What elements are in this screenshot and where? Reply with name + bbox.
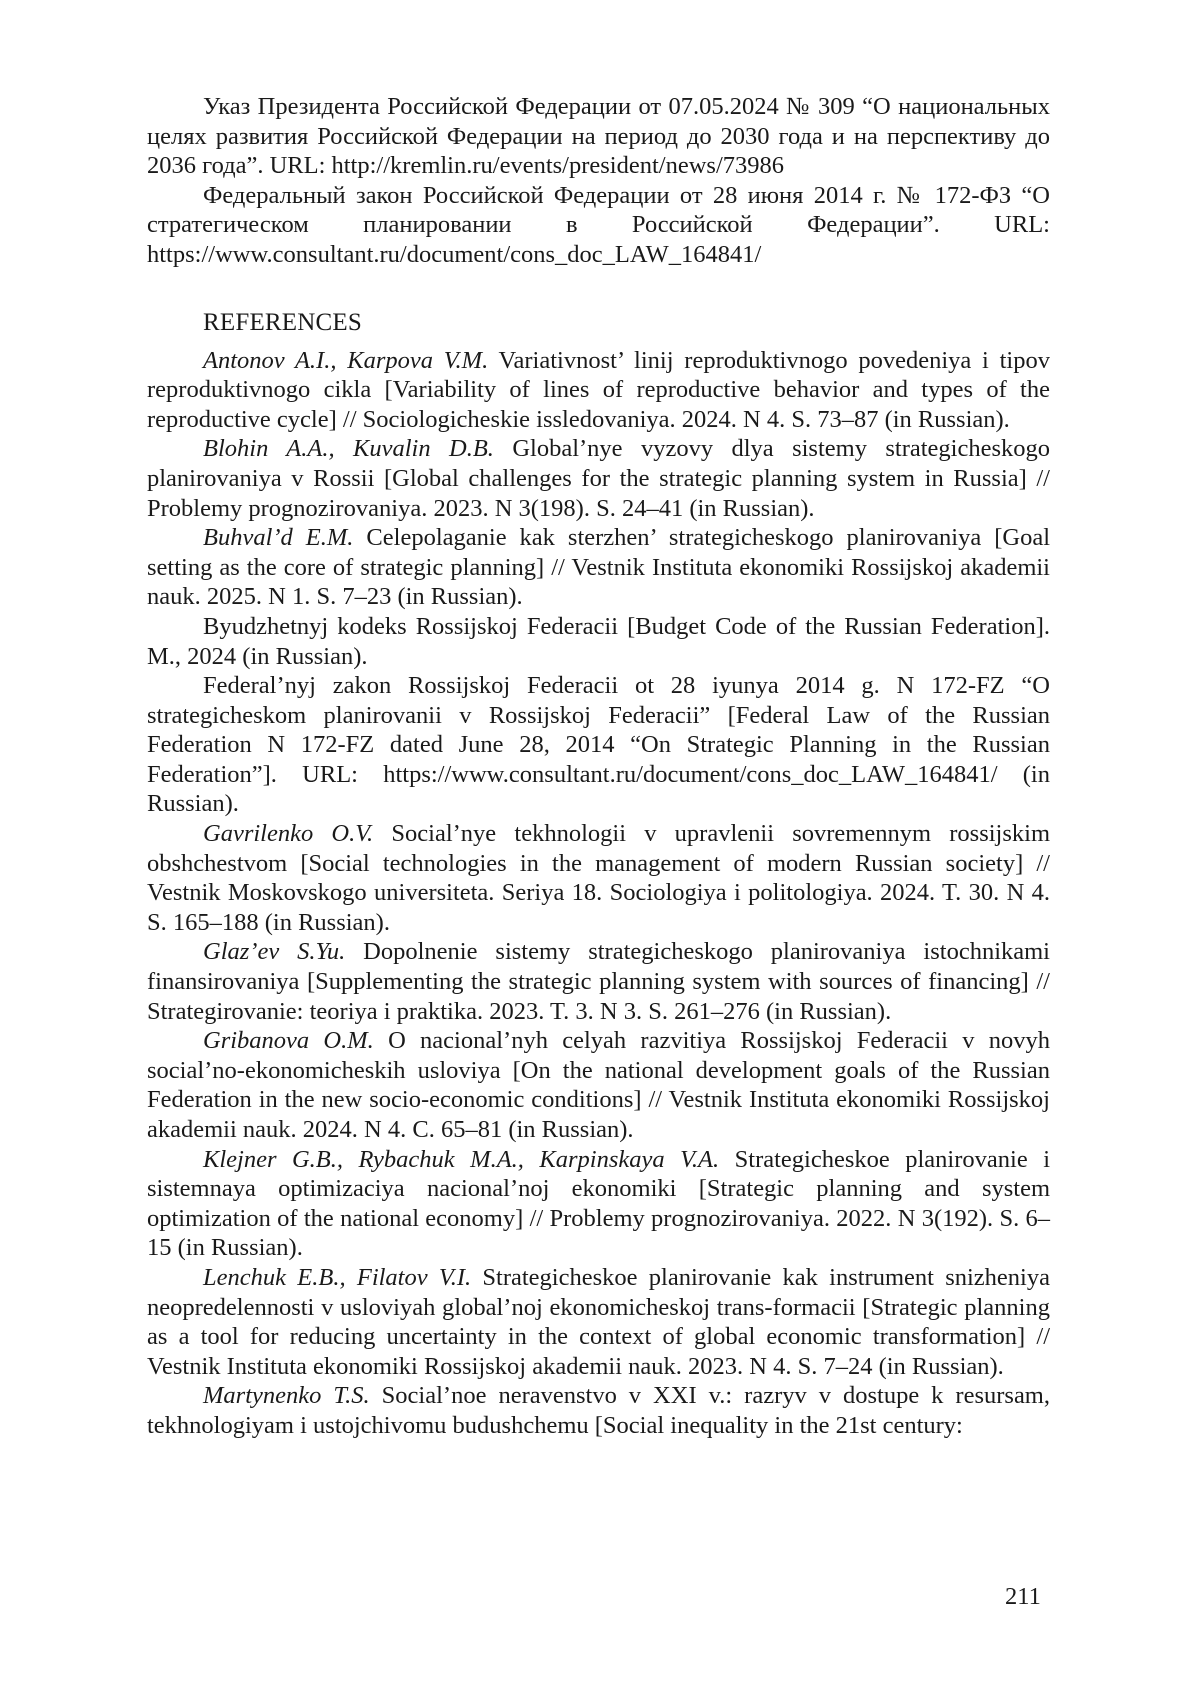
reference-text: Federal’nyj zakon Rossijskoj Federacii ot 28 iyunya 2014 g. N 172-FZ “O strategicheskom planirovanii v Rossijskoj Federacii” [Federal Law of the Russian Federation N 172-FZ dated June 28, 2014 “On Strategic Planning in the Russian Federation”]. URL: https://www.consultant.ru/document/cons_doc_LAW_164841/ (in Russian). [147, 672, 1050, 818]
reference-authors: Gribanova O.M. [203, 1027, 374, 1055]
reference-authors: Lenchuk E.B., Filatov V.I. [203, 1263, 472, 1291]
reference-item [147, 1145, 1050, 1263]
reference-item [147, 523, 1050, 612]
reference-item [147, 937, 1050, 1026]
reference-item [147, 671, 1050, 819]
page-number: 211 [1005, 1583, 1041, 1610]
reference-text: Variativnost’ linij reproduktivnogo povedeniya i tipov reproduktivnogo cikla [Variability of lines of reproductive behavior and types of the reproductive cycle] // Sociologicheskie issledovaniya. 2024. N 4. S. 73–87 (in Russian). [147, 346, 1050, 433]
reference-authors: Glaz’ev S.Yu. [203, 938, 346, 966]
reference-authors: Buhval’d E.M. [203, 524, 354, 552]
reference-item [147, 612, 1050, 671]
reference-item [147, 1263, 1050, 1381]
reference-text: Byudzhetnyj kodeks Rossijskoj Federacii [Budget Code of the Russian Federation]. M., 2024 (in Russian). [147, 612, 1050, 670]
intro-paragraph-2: Федеральный закон Российской Федерации от 28 июня 2014 г. № 172-ФЗ “О стратегическом планировании в Российской Федерации”. URL: https://www.consultant.ru/document/cons_doc_LAW_164841/ [147, 181, 1050, 268]
references-heading: REFERENCES [203, 308, 362, 336]
reference-text: O nacional’nyh celyah razvitiya Rossijskoj Federacii v novyh social’no-ekonomicheskih usloviya [On the national development goals of the Russian Federation in the new socio-economic conditions] // Vestnik Instituta ekonomiki Rossijskoj akademii nauk. 2024. N 4. C. 65–81 (in Russian). [147, 1027, 1050, 1143]
reference-text: Global’nye vyzovy dlya sistemy strategicheskogo planirovaniya v Rossii [Global challenges for the strategic planning system in Russia] // Problemy prognozirovaniya. 2023. N 3(198). S. 24–41 (in Russian). [147, 435, 1051, 522]
reference-text: Dopolnenie sistemy strategicheskogo planirovaniya istochnikami finansirovaniya [Supplementing the strategic planning system with sources of financing] // Strategirovanie: teoriya i praktika. 2023. T. 3. N 3. S. 261–276 (in Russian). [147, 938, 1050, 1025]
reference-text: Celepolaganie kak sterzhen’ strategicheskogo planirovaniya [Goal setting as the core of strategic planning] // Vestnik Instituta ekonomiki Rossijskoj akademii nauk. 2025. N 1. S. 7–23 (in Russian). [147, 524, 1050, 611]
reference-text: Social’nye tekhnologii v upravlenii sovremennym rossijskim obshchestvom [Social technologies in the management of modern Russian society] // Vestnik Moskovskogo universiteta. Seriya 18. Sociologiya i politologiya. 2024. T. 30. N 4. S. 165–188 (in Russian). [147, 820, 1050, 936]
reference-text: Strategicheskoe planirovanie kak instrument snizheniya neopredelennosti v usloviyah global’noj ekonomicheskoj trans-formacii [Strategic planning as a tool for reducing uncertainty in the context of global economic transformation] // Vestnik Instituta ekonomiki Rossijskoj akademii nauk. 2023. N 4. S. 7–24 (in Russian). [147, 1263, 1050, 1380]
reference-authors: Gavrilenko O.V. [203, 820, 374, 848]
reference-item [147, 1026, 1050, 1144]
reference-authors: Klejner G.B., Rybachuk M.A., Karpinskaya V.A. [203, 1145, 720, 1173]
reference-authors: Antonov A.I., Karpova V.M. [203, 346, 489, 374]
references-list [147, 346, 1050, 1441]
reference-text: Strategicheskoe planirovanie i sistemnaya optimizaciya nacional’noj ekonomiki [Strategic planning and system optimization of the national economy] // Problemy prognozirovaniya. 2022. N 3(192). S. 6–15 (in Russian). [147, 1145, 1050, 1262]
page-body [147, 92, 1050, 1441]
reference-item [147, 434, 1050, 523]
reference-authors: Martynenko T.S. [203, 1382, 370, 1410]
reference-item [147, 819, 1050, 937]
reference-item [147, 346, 1050, 435]
intro-paragraph-1: Указ Президента Российской Федерации от 07.05.2024 № 309 “О национальных целях развития Российской Федерации на период до 2030 года и на перспективу до 2036 года”. URL: http://kremlin.ru/events/president/news/73986 [147, 93, 1050, 180]
reference-text: Social’noe neravenstvo v XXI v.: razryv v dostupe k resursam, tekhnologiyam i ustojchivomu budushchemu [Social inequality in the 21st century: [147, 1382, 1050, 1439]
reference-authors: Blohin A.A., Kuvalin D.B. [203, 435, 494, 463]
reference-item [147, 1381, 1050, 1440]
